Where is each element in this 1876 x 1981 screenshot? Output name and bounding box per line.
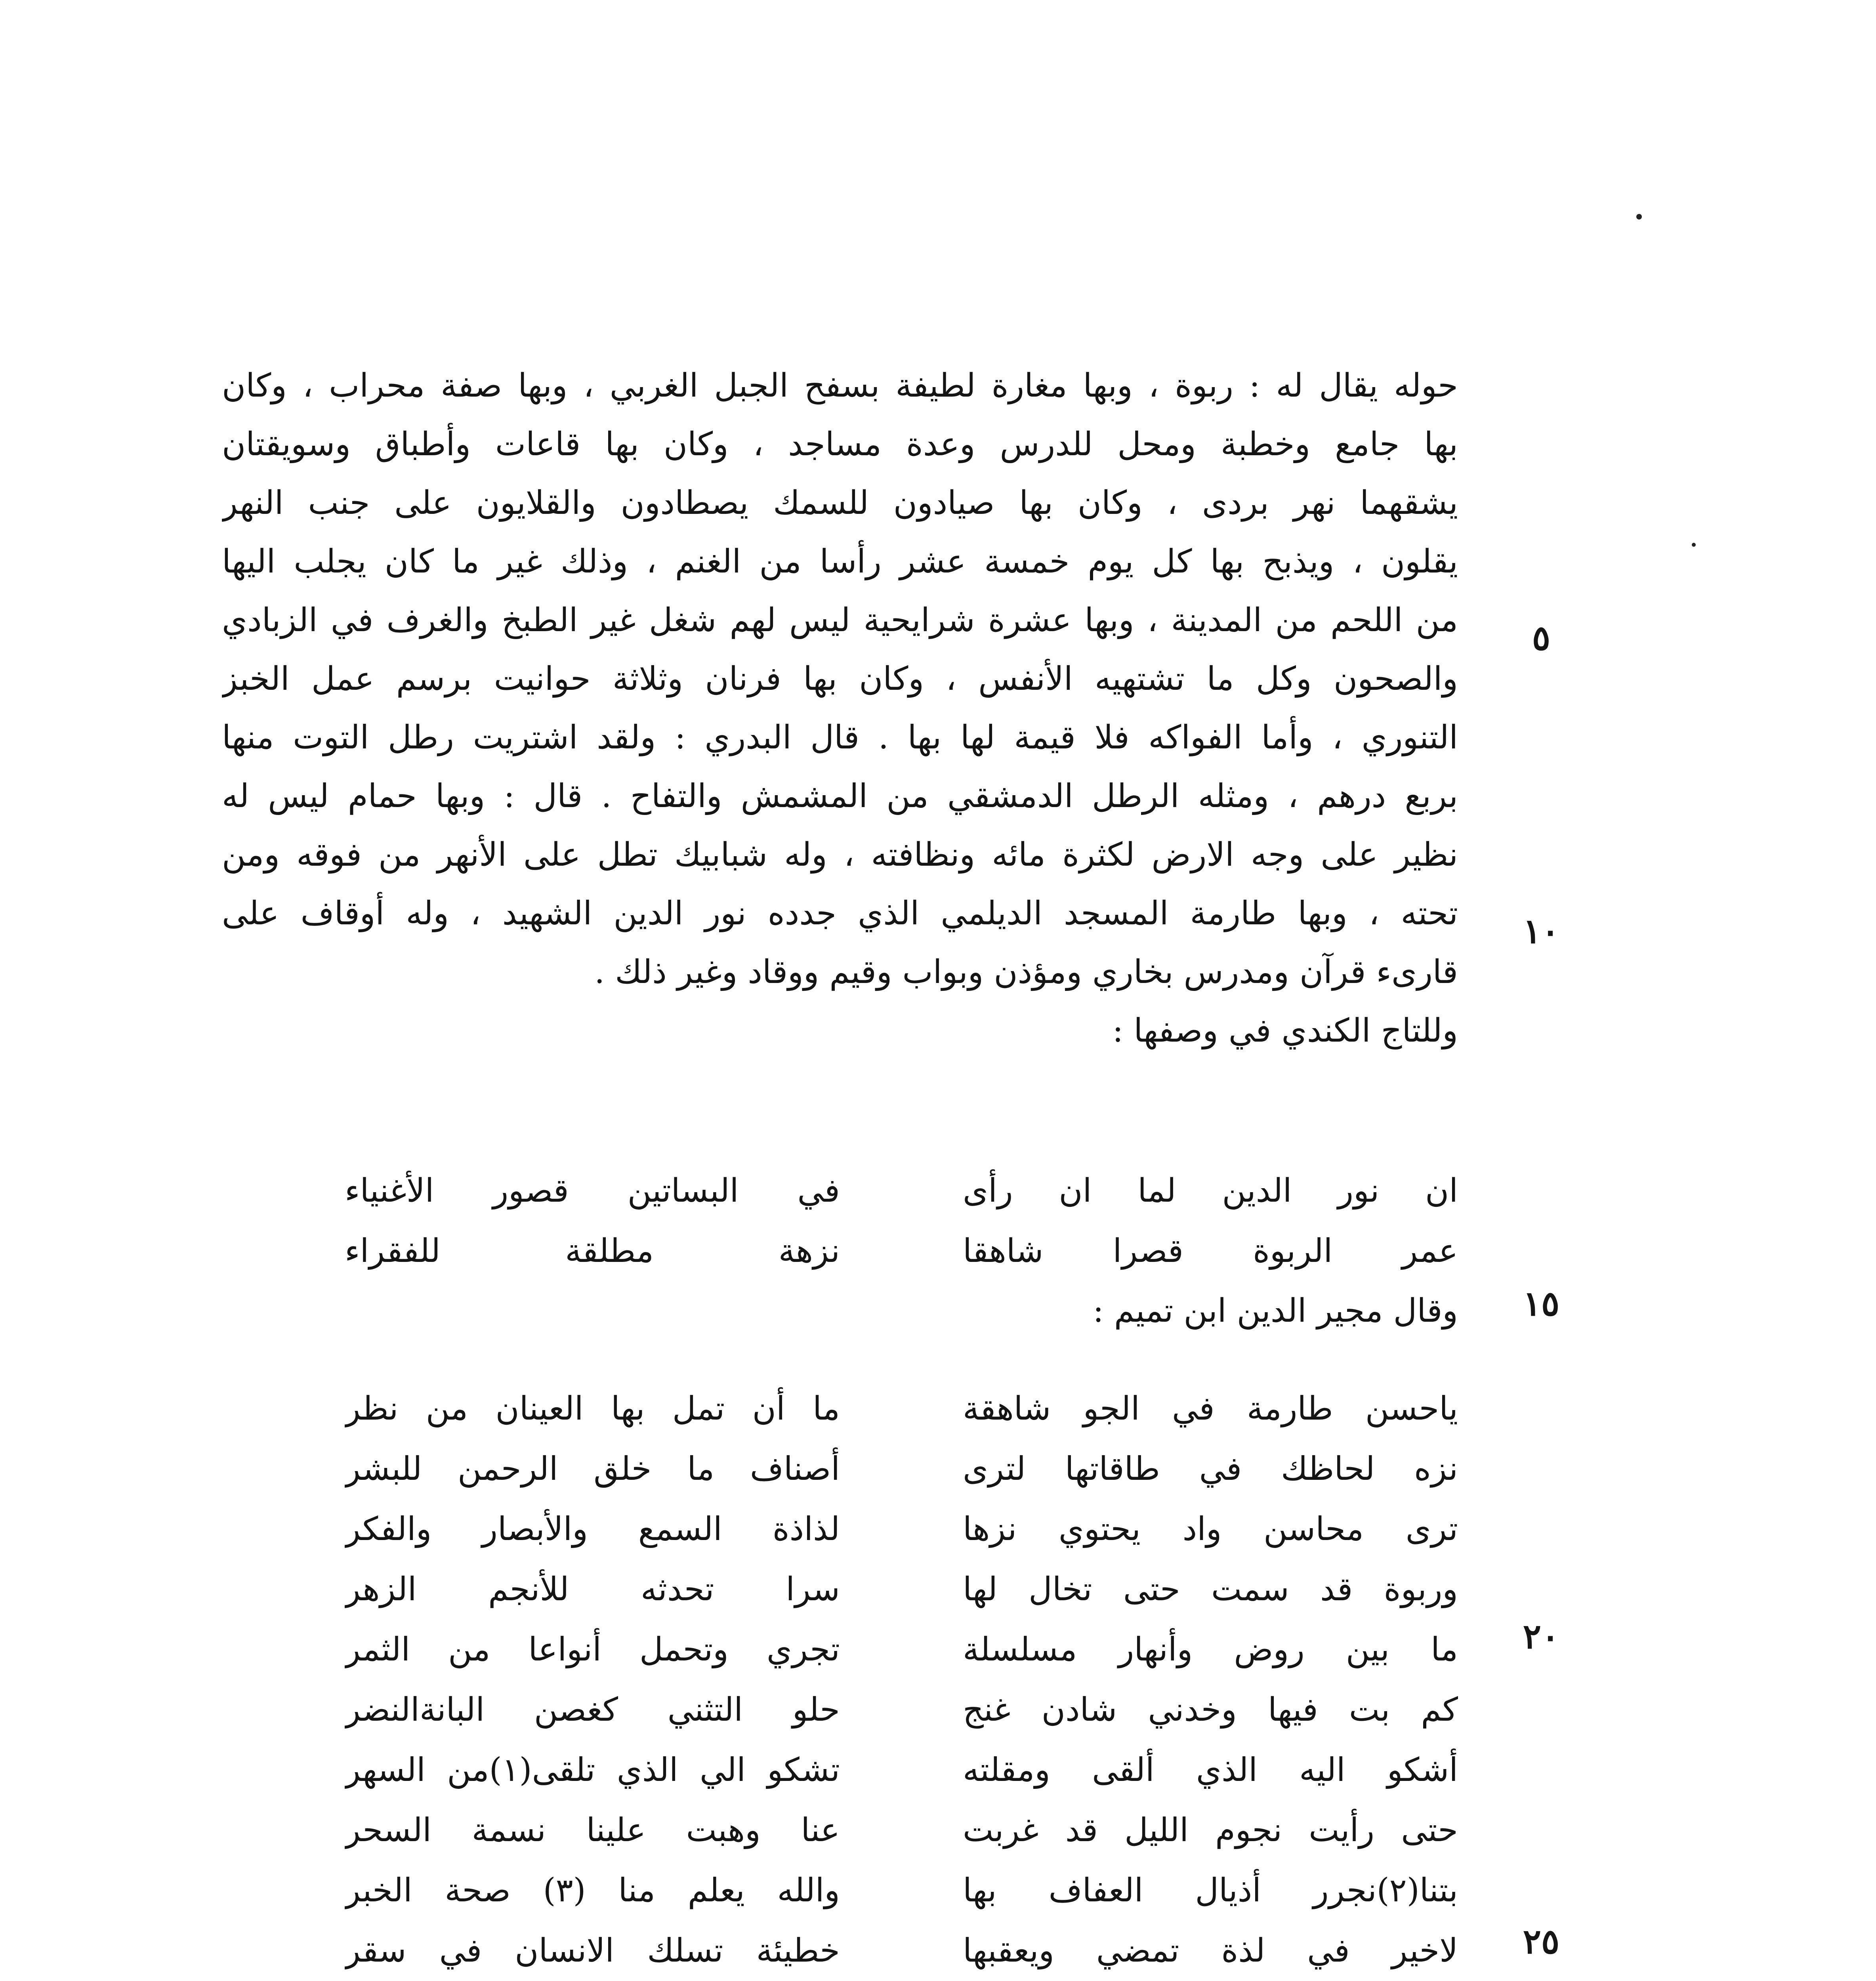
verse [222,1740,1458,1800]
line-number: ٢٠ [1523,1616,1560,1657]
scan-speck [1692,543,1696,547]
hemistich-first: بتنا(٢)نجرر أذيال العفاف بها [963,1872,1458,1909]
prose-line: قارىء قرآن ومدرس بخاري ومؤذن وبواب وقيم ووقاد وغير ذلك . [594,953,1458,991]
prose-line: التنوري ، وأما الفواكه فلا قيمة لها بها . قال البدري : ولقد اشتريت رطل التوت منها [222,719,1458,756]
hemistich-second: والله يعلم منا (٣) صحة الخبر [345,1872,840,1909]
hemistich-first: ما بين روض وأنهار مسلسلة [963,1631,1458,1668]
prose-line: حوله يقال له : ربوة ، وبها مغارة لطيفة بسفح الجبل الغربي ، وبها صفة محراب ، وكان [222,367,1458,405]
prose-line: يشقهما نهر بردى ، وكان بها صيادون للسمك يصطادون والقلايون على جنب النهر [222,484,1458,522]
verse [222,1620,1458,1680]
hemistich-first: لاخير في لذة تمضي ويعقبها [963,1932,1458,1970]
hemistich-first: حتى رأيت نجوم الليل قد غربت [963,1811,1458,1849]
line-number: ١٠ [1523,911,1560,951]
hemistich-second: ما أن تمل بها العينان من نظر [345,1390,840,1428]
hemistich-second: أصناف ما خلق الرحمن للبشر [345,1450,840,1488]
verse [222,1680,1458,1740]
verse [222,1221,1458,1281]
prose-line: من اللحم من المدينة ، وبها عشرة شرايحية ليس لهم شغل غير الطبخ والغرف في الزبادي [222,601,1458,639]
prose-line: نظير على وجه الارض لكثرة مائه ونظافته ، وله شبابيك تطل على الأنهر من فوقه ومن [222,836,1458,874]
prose-line: تحته ، وبها طارمة المسجد الديلمي الذي جدده نور الدين الشهيد ، وله أوقاف على [222,895,1458,932]
verse [222,1499,1458,1559]
hemistich-first: أشكو اليه الذي ألقى ومقلته [963,1751,1458,1789]
hemistich-second: خطيئة تسلك الانسان في سقر [345,1932,840,1970]
hemistich-second: سرا تحدثه للأنجم الزهر [345,1571,840,1608]
verse [222,1559,1458,1620]
hemistich-second: نزهة مطلقة للفقراء [345,1232,840,1270]
hemistich-first: ان نور الدين لما ان رأى [963,1172,1458,1210]
poem-intro: وقال مجير الدين ابن تميم : [1093,1292,1458,1330]
hemistich-second: تشكو الي الذي تلقى(١)من السهر [345,1751,840,1789]
hemistich-first: ياحسن طارمة في الجو شاهقة [963,1390,1458,1428]
hemistich-first: عمر الربوة قصرا شاهقا [963,1232,1458,1270]
hemistich-first: وربوة قد سمت حتى تخال لها [963,1571,1458,1608]
verse [222,1861,1458,1921]
poem-intro-block [222,1282,1458,1340]
prose-line: يقلون ، ويذبح بها كل يوم خمسة عشر رأسا من الغنم ، وذلك غير ما كان يجلب اليها [222,543,1458,580]
prose-line: بها جامع وخطبة ومحل للدرس وعدة مساجد ، وكان بها قاعات وأطباق وسويقتان [222,426,1458,463]
verse [222,1921,1458,1981]
hemistich-first: كم بت فيها وخدني شادن غنج [963,1691,1458,1729]
verse [222,1439,1458,1499]
hemistich-first: ترى محاسن واد يحتوي نزها [963,1510,1458,1548]
hemistich-second: عنا وهبت علينا نسمة السحر [345,1811,840,1849]
verse [222,1800,1458,1861]
poem-kindi [222,1161,1458,1281]
poem-intro: وللتاج الكندي في وصفها : [1112,1012,1458,1050]
verse [222,1379,1458,1439]
verse [222,1161,1458,1221]
scan-speck [1636,214,1642,219]
prose-line: والصحون وكل ما تشتهيه الأنفس ، وكان بها فرنان وثلاثة حوانيت برسم عمل الخبز [222,660,1458,698]
hemistich-second: تجري وتحمل أنواعا من الثمر [345,1631,840,1668]
hemistich-second: لذاذة السمع والأبصار والفكر [345,1510,840,1548]
hemistich-first: نزه لحاظك في طاقاتها لترى [963,1450,1458,1488]
hemistich-second: حلو التثني كغصن البانةالنضر [345,1691,840,1729]
poem-ibn-tamim [222,1379,1458,1981]
line-number: ٥ [1532,618,1551,658]
hemistich-second: في البساتين قصور الأغنياء [345,1172,840,1210]
line-number: ١٥ [1523,1284,1560,1324]
prose-line: بربع درهم ، ومثله الرطل الدمشقي من المشمش والتفاح . قال : وبها حمام ليس له [222,777,1458,815]
line-number: ٢٥ [1523,1922,1560,1962]
prose-paragraph [222,357,1458,1060]
